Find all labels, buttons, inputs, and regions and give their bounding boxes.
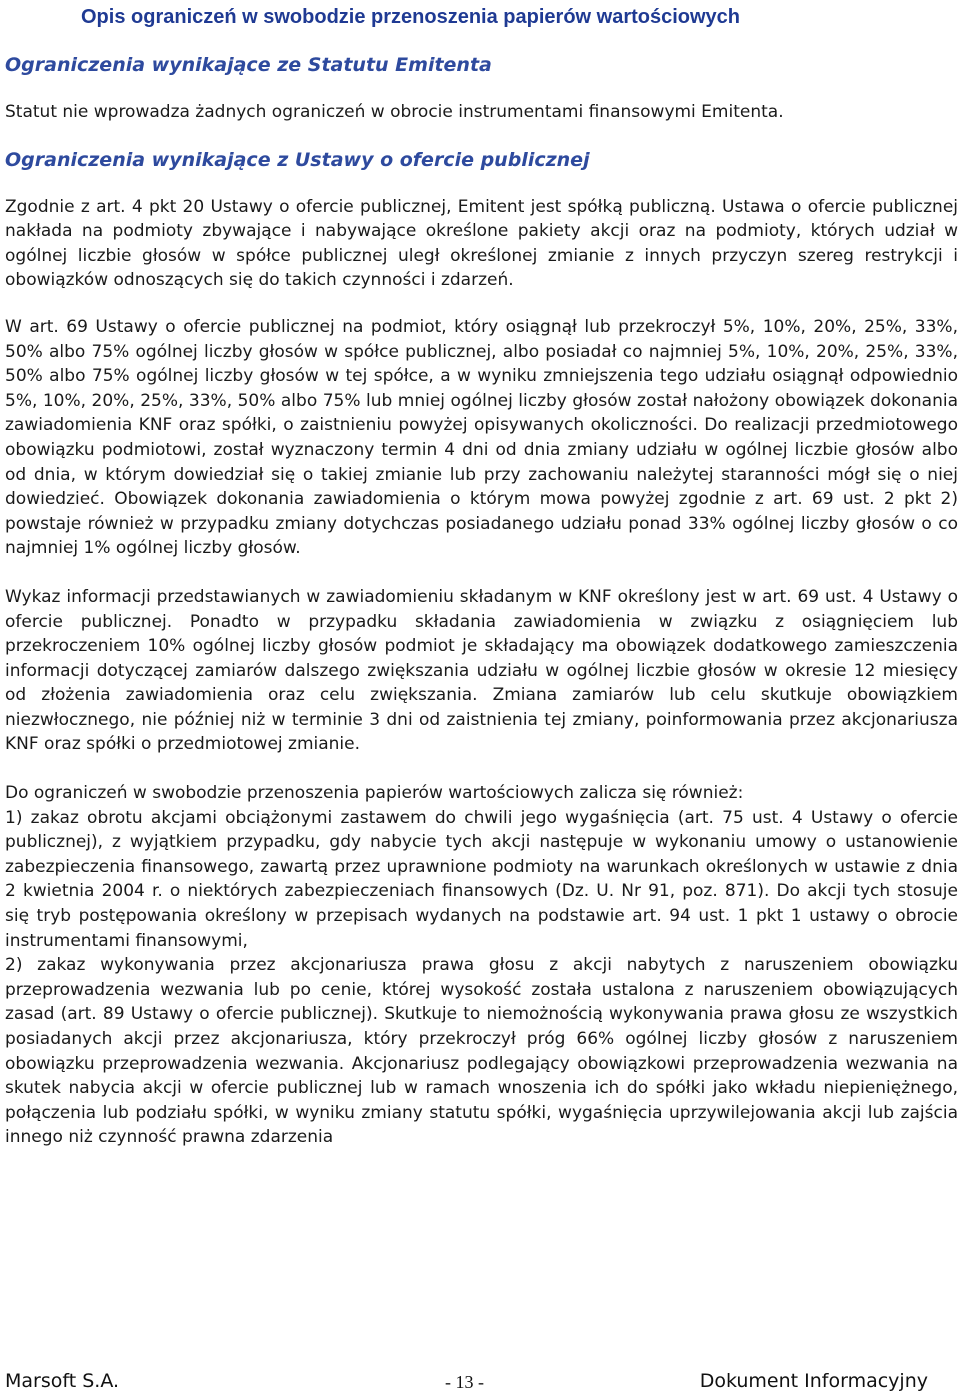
- document-content: [5, 4, 958, 1150]
- paragraph-restrictions-intro: Do ograniczeń w swobodzie przenoszenia papierów wartościowych zalicza się również:: [5, 783, 744, 804]
- paragraph-notification-info: Wykaz informacji przedstawianych w zawiadomieniu składanym w KNF określony jest w art. 69 ust. 4 Ustawy o ofercie publicznej. Ponadto w przypadku składania zawiadomienia w związku z osiągnięciem lub przekroczeniem 10% ogólnej liczby głosów podmiot je składający ma obowiązek dodatkowego zamieszczenia informacji dotyczącej zamiarów dalszego zwiększania udziału w ogólnej liczbie głosów w okresie 12 miesięcy od złożenia zawiadomienia oraz celu zwiększania. Zmiana zamiarów lub celu skutkuje obowiązkiem niezwłocznego, nie później niż w terminie 3 dni od zaistnienia tej zmiany, poinformowania przez akcjonariusza KNF oraz spółki o przedmiotowej zmianie.: [5, 586, 958, 755]
- paragraph-art-69: W art. 69 Ustawy o ofercie publicznej na podmiot, który osiągnął lub przekroczył 5%, 10%, 20%, 25%, 33%, 50% albo 75% ogólnej liczby głosów w spółce publicznej, albo posiadał co najmniej 5%, 10%, 20%, 25%, 33%, 50% albo 75% ogólnej liczby głosów w tej spółce, a w wyniku zmniejszenia tego udziału osiągnął odpowiednio 5%, 10%, 20%, 25%, 33%, 50% albo 75% lub mniej ogólnej liczby głosów został nałożony obowiązek dokonania zawiadomienia KNF oraz spółki, o zaistnieniu powyżej opisywanych okoliczności. Do realizacji przedmiotowego obowiązku podmiotowi, został wyznaczony termin 4 dni od dnia zmiany udziału w ogólnej liczbie głosów albo od dnia, w którym dowiedział się o takiej zmianie lub przy zachowaniu należytej staranności mógł się o niej dowiedzieć. Obowiązek dokonania zawiadomienia o którym mowa powyżej zgodnie z art. 69 ust. 2 pkt 2) powstaje również w przypadku zmiany dotychczas posiadanego udziału ponad 33% ogólnej liczby głosów o co najmniej 1% ogólnej liczby głosów.: [5, 316, 958, 559]
- list-item-voting-ban: 2) zakaz wykonywania przez akcjonariusza prawa głosu z akcji nabytych z naruszeniem obowiązku przeprowadzenia wezwania lub po cenie, której wysokość została ustalona z naruszeniem obowiązujących zasad (art. 89 Ustawy o ofercie publicznej). Skutkuje to niemożnością wykonywania prawa głosu ze wszystkich posiadanych akcji przez akcjonariusza, który przekroczył próg 66% ogólnej liczby głosów z naruszeniem obowiązku przeprowadzenia wezwania. Akcjonariusz podlegający obowiązkowi przeprowadzenia wezwania na skutek nabycia akcji w ofercie publicznej lub w ramach wnoszenia ich do spółki jako wkładu niepieniężnego, połączenia lub podziału spółki, w wyniku zmiany statutu spółki, wygaśnięcia uprzywilejowania akcji lub zajścia innego niż czynność prawna zdarzenia: [5, 955, 958, 1148]
- section-heading-act: Ograniczenia wynikające z Ustawy o ofercie publicznej: [5, 148, 590, 171]
- page-title: Opis ograniczeń w swobodzie przenoszenia papierów wartościowych: [81, 6, 741, 28]
- paragraph-statute: Statut nie wprowadza żadnych ograniczeń w obrocie instrumentami finansowymi Emitenta.: [5, 102, 784, 122]
- footer-document-type: Dokument Informacyjny: [699, 1370, 928, 1392]
- footer-company: Marsoft S.A.: [5, 1370, 120, 1392]
- page-footer: [5, 1370, 928, 1396]
- paragraph-public-company: Zgodnie z art. 4 pkt 20 Ustawy o ofercie publicznej, Emitent jest spółką publiczną. Ustawa o ofercie publicznej nakłada na podmioty zbywające i nabywające określone pakiety akcji oraz na podmioty, których udział w ogólnej liczbie głosów w spółce publicznej uległ określonej zmianie z innych przyczyn szereg restrykcji i obowiązków odnoszących się do takich czynności i zdarzeń.: [5, 196, 958, 291]
- footer-page-number: - 13 -: [445, 1372, 484, 1392]
- section-heading-statute: Ograniczenia wynikające ze Statutu Emitenta: [5, 54, 492, 76]
- list-item-pledge-ban: 1) zakaz obrotu akcjami obciążonymi zastawem do chwili jego wygaśnięcia (art. 75 ust. 4 Ustawy o ofercie publicznej), z wyjątkiem przypadku, gdy nabycie tych akcji następuje w wykonaniu umowy o ustanowienie zabezpieczenia finansowego, zawartą przez uprawnione podmioty na warunkach określonych w ustawie z dnia 2 kwietnia 2004 r. o niektórych zabezpieczeniach finansowych (Dz. U. Nr 91, poz. 871). Do akcji tych stosuje się tryb postępowania określony w przepisach wydanych na podstawie art. 94 ust. 1 pkt 1 ustawy o obrocie instrumentami finansowymi,: [5, 807, 958, 951]
